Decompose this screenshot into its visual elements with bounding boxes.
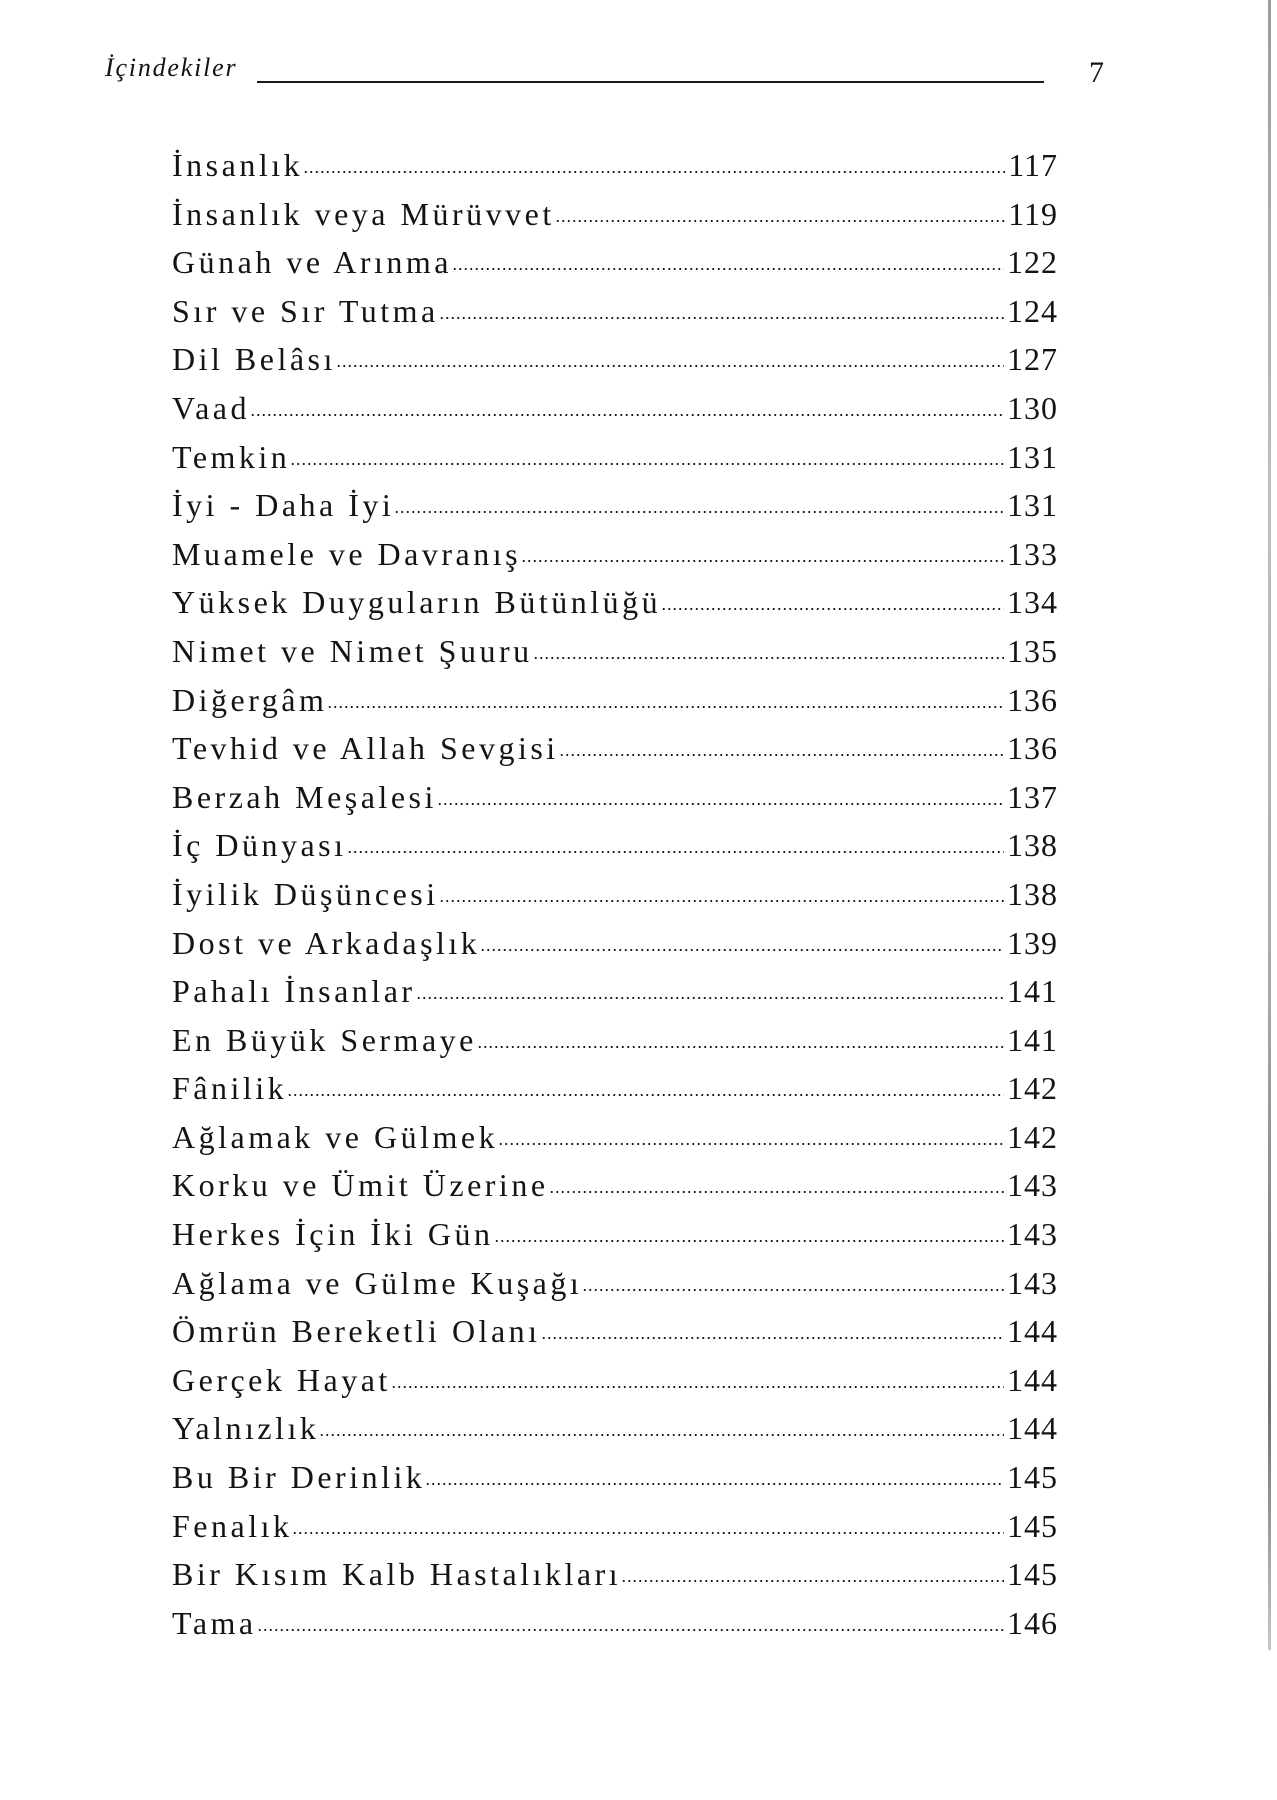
dot-leader [494, 1239, 1004, 1243]
toc-entry[interactable] [172, 190, 1058, 239]
toc-entry-title: Diğergâm [172, 681, 328, 718]
toc-entry-title: Vaad [172, 389, 250, 426]
toc-entry-page-number: 144 [1007, 1410, 1058, 1447]
toc-entry-title: Ağlama ve Gülme Kuşağı [172, 1264, 583, 1301]
toc-entry[interactable] [172, 287, 1058, 336]
toc-entry-title: Berzah Meşalesi [172, 778, 437, 815]
dot-leader [287, 1093, 1004, 1097]
toc-entry-page-number: 144 [1007, 1361, 1058, 1398]
toc-entry[interactable] [172, 1161, 1058, 1210]
toc-entry-page-number: 133 [1007, 535, 1058, 572]
table-of-contents [172, 141, 1058, 1647]
dot-leader [336, 364, 1004, 368]
toc-entry[interactable] [172, 1064, 1058, 1113]
toc-entry-page-number: 141 [1007, 1021, 1058, 1058]
toc-entry-page-number: 143 [1007, 1167, 1058, 1204]
toc-entry-title: Gerçek Hayat [172, 1361, 391, 1398]
dot-leader [521, 559, 1004, 563]
toc-entry-page-number: 137 [1007, 778, 1058, 815]
toc-entry[interactable] [172, 141, 1058, 190]
toc-entry-page-number: 144 [1007, 1313, 1058, 1350]
toc-entry-title: Tevhid ve Allah Sevgisi [172, 730, 559, 767]
toc-entry-page-number: 130 [1007, 389, 1058, 426]
dot-leader [425, 1482, 1004, 1486]
toc-entry-page-number: 143 [1007, 1216, 1058, 1253]
toc-entry-page-number: 142 [1007, 1070, 1058, 1107]
dot-leader [549, 1190, 1004, 1194]
toc-entry-title: Temkin [172, 438, 291, 475]
toc-entry[interactable] [172, 578, 1058, 627]
running-title: İçindekiler [105, 53, 238, 82]
toc-entry-page-number: 138 [1007, 827, 1058, 864]
toc-entry-page-number: 127 [1007, 341, 1058, 378]
toc-entry-page-number: 141 [1007, 973, 1058, 1010]
toc-entry-title: Bu Bir Derinlik [172, 1459, 426, 1496]
toc-entry[interactable] [172, 1502, 1058, 1551]
dot-leader [555, 219, 1005, 223]
toc-entry-page-number: 145 [1007, 1556, 1058, 1593]
toc-entry-page-number: 143 [1007, 1264, 1058, 1301]
toc-entry-title: İnsanlık [172, 147, 304, 183]
toc-entry-page-number: 145 [1007, 1507, 1058, 1544]
toc-entry[interactable] [172, 433, 1058, 482]
toc-entry[interactable] [172, 238, 1058, 287]
toc-entry[interactable] [172, 870, 1058, 919]
toc-entry[interactable] [172, 1599, 1058, 1648]
toc-entry-title: Muamele ve Davranış [172, 535, 522, 572]
dot-leader [477, 1045, 1004, 1049]
toc-entry[interactable] [172, 676, 1058, 725]
toc-entry-title: Dil Belâsı [172, 341, 336, 378]
toc-entry[interactable] [172, 335, 1058, 384]
toc-entry-title: Ömrün Bereketli Olanı [172, 1313, 541, 1350]
toc-entry[interactable] [172, 1550, 1058, 1599]
toc-entry-title: İyi - Daha İyi [172, 487, 395, 524]
dot-leader [391, 1385, 1004, 1389]
toc-entry-title: Fenalık [172, 1507, 293, 1544]
toc-entry-title: Pahalı İnsanlar [172, 973, 416, 1010]
toc-entry[interactable] [172, 1356, 1058, 1405]
toc-entry[interactable] [172, 1113, 1058, 1162]
page-number: 7 [1089, 56, 1104, 89]
toc-entry-title: Tama [172, 1604, 257, 1641]
toc-entry[interactable] [172, 1016, 1058, 1065]
dot-leader [290, 462, 1004, 466]
dot-leader [250, 413, 1004, 417]
dot-leader [559, 753, 1004, 757]
dot-leader [582, 1288, 1004, 1292]
dot-leader [533, 656, 1004, 660]
toc-entry[interactable] [172, 821, 1058, 870]
toc-entry-title: İnsanlık veya Mürüvvet [172, 195, 555, 232]
toc-entry[interactable] [172, 967, 1058, 1016]
toc-entry-title: Yüksek Duyguların Bütünlüğü [172, 584, 662, 621]
dot-leader [498, 1142, 1004, 1146]
toc-entry-title: Günah ve Arınma [172, 244, 452, 281]
toc-entry-page-number: 134 [1007, 584, 1058, 621]
toc-entry-page-number: 131 [1007, 487, 1058, 524]
dot-leader [416, 996, 1004, 1000]
toc-entry[interactable] [172, 1259, 1058, 1308]
dot-leader [661, 607, 1004, 611]
dot-leader [621, 1579, 1004, 1583]
toc-entry-title: İç Dünyası [172, 827, 347, 864]
toc-entry-title: Herkes İçin İki Gün [172, 1216, 494, 1253]
dot-leader [319, 1433, 1004, 1437]
toc-entry-title: Yalnızlık [172, 1410, 320, 1447]
toc-entry-title: Sır ve Sır Tutma [172, 292, 439, 329]
toc-entry-page-number: 119 [1008, 195, 1058, 232]
toc-entry-title: Korku ve Ümit Üzerine [172, 1167, 549, 1204]
toc-entry-page-number: 136 [1007, 730, 1058, 767]
toc-entry[interactable] [172, 481, 1058, 530]
toc-entry[interactable] [172, 1453, 1058, 1502]
toc-entry-page-number: 146 [1007, 1604, 1058, 1641]
toc-entry-title: İyilik Düşüncesi [172, 875, 439, 912]
dot-leader [394, 510, 1004, 514]
toc-entry-page-number: 135 [1007, 632, 1058, 669]
toc-entry-page-number: 136 [1007, 681, 1058, 718]
dot-leader [347, 850, 1004, 854]
toc-entry-title: Nimet ve Nimet Şuuru [172, 632, 533, 669]
toc-entry-page-number: 122 [1007, 244, 1058, 281]
toc-entry[interactable] [172, 919, 1058, 968]
dot-leader [480, 948, 1004, 952]
toc-entry-page-number: 145 [1007, 1459, 1058, 1496]
toc-entry-page-number: 142 [1007, 1118, 1058, 1155]
toc-entry[interactable] [172, 773, 1058, 822]
dot-leader [437, 802, 1004, 806]
toc-entry[interactable] [172, 1210, 1058, 1259]
dot-leader [541, 1336, 1004, 1340]
toc-entry[interactable] [172, 384, 1058, 433]
toc-entry-page-number: 117 [1008, 147, 1058, 183]
toc-entry-title: Fânilik [172, 1070, 288, 1107]
toc-entry-title: En Büyük Sermaye [172, 1021, 477, 1058]
toc-entry[interactable] [172, 627, 1058, 676]
dot-leader [439, 316, 1004, 320]
toc-entry-title: Bir Kısım Kalb Hastalıkları [172, 1556, 622, 1593]
dot-leader [257, 1628, 1004, 1632]
dot-leader [292, 1531, 1004, 1535]
toc-entry-page-number: 124 [1007, 292, 1058, 329]
toc-entry[interactable] [172, 1404, 1058, 1453]
dot-leader [327, 705, 1004, 709]
dot-leader [303, 170, 1005, 174]
toc-entry-title: Ağlamak ve Gülmek [172, 1118, 499, 1155]
toc-entry[interactable] [172, 724, 1058, 773]
dot-leader [439, 899, 1004, 903]
toc-entry[interactable] [172, 530, 1058, 579]
toc-entry-page-number: 139 [1007, 924, 1058, 961]
scanned-page-edge [1268, 0, 1271, 1650]
toc-entry-page-number: 138 [1007, 875, 1058, 912]
toc-entry[interactable] [172, 1307, 1058, 1356]
dot-leader [452, 267, 1004, 271]
header-rule [257, 81, 1044, 83]
toc-entry-title: Dost ve Arkadaşlık [172, 924, 481, 961]
toc-entry-page-number: 131 [1007, 438, 1058, 475]
